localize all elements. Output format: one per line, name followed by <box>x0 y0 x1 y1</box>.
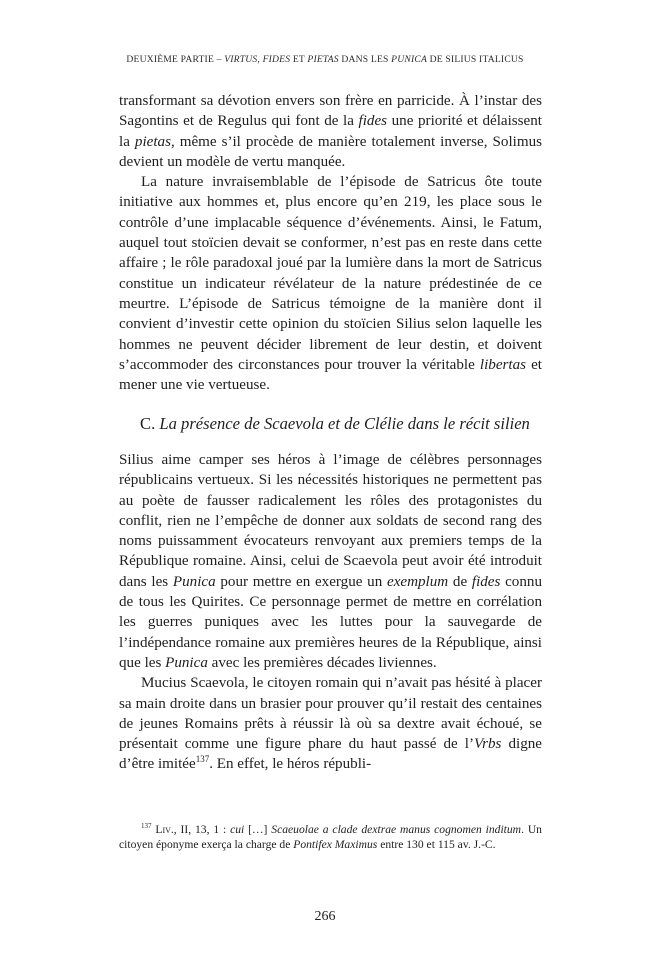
section-heading: C. La présence de Scaevola et de Clélie dans le récit silien <box>140 414 530 433</box>
paragraph-solimus: transformant sa dévotion envers son frère en parricide. À l’instar des Sagontins et de Regulus qui font de la fides une priorité et délaissent la pietas, même s’il procède de manière totalement inverse, Solimus devient un modèle de vertu manquée. <box>119 93 542 170</box>
paragraph-mucius: Mucius Scaevola, le citoyen romain qui n’avait pas hésité à placer sa main droite dans un brasier pour prouver qu’il restait des centaines de jeunes Romains prêts à réussir là où sa dextre avait échoué, se présentait comme une figure phare du haut passé de l’Vrbs digne d’être imitée$^{137}$. En effet, le héros républi- <box>119 675 542 773</box>
running-header: DEUXIÈME PARTIE – VIRTUS, FIDES ET PIETAS DANS LES PUNICA DE SILIUS ITALICUS <box>126 54 524 65</box>
paragraph-silius: Silius aime camper ses héros à l’image de célèbres personnages républicains vertueux. Si les nécessités historiques ne permettent pas au poète de fausser radicalement les rôles des protagonistes du conflit, rien ne l’empêche de donner aux soldats de second rang des noms puissamment évocateurs renvoyant aux premiers temps de la République romaine. Ainsi, celui de Scaevola peut avoir été introduit dans les Punica pour mettre en exergue un exemplum de fides connu de tous les Quirites. Ce personnage permet de mettre en corrélation les guerres puniques avec les luttes pour la sauvegarde de l’indépendance romaine aux premières heures de la République, ainsi que les Punica avec les premières décades liviennes. <box>119 452 542 671</box>
footnote-number: 137 <box>141 822 152 831</box>
text-block-upper <box>119 91 542 395</box>
paragraph-satricus: La nature invraisemblable de l’épisode de Satricus ôte toute initiative aux hommes et, plus encore qu’en 219, les place sous le contrôle d’une implacable séquence d’événements. Ainsi, le Fatum, auquel tout stoïcien devait se conformer, n’est pas en reste dans cette affaire ; le rôle paradoxal joué par la lumière dans la mort de Satricus constitue un indicateur révélateur de la nature prédestinée de ce meurtre. L’épisode de Satricus témoigne de la manière dont il convient d’investir cette opinion du stoïcien Silius selon laquelle les hommes ne peuvent décider librement de leur destin, et doivent s’accommoder des circonstances pour trouver la véritable libertas et mener une vie vertueuse. <box>119 174 543 394</box>
page-number: 266 <box>314 909 336 924</box>
text-block-lower <box>119 450 542 775</box>
footnote-reference[interactable]: 137 <box>195 754 210 765</box>
footnote-137: $^{137}$ Liv., II, 13, 1 : cui […] Scaeuolae a clade dextrae manus cognomen inditum. Un citoyen éponyme exerça la charge de Pontifex Maximus entre 130 et 115 av. J.-C. <box>119 822 542 852</box>
